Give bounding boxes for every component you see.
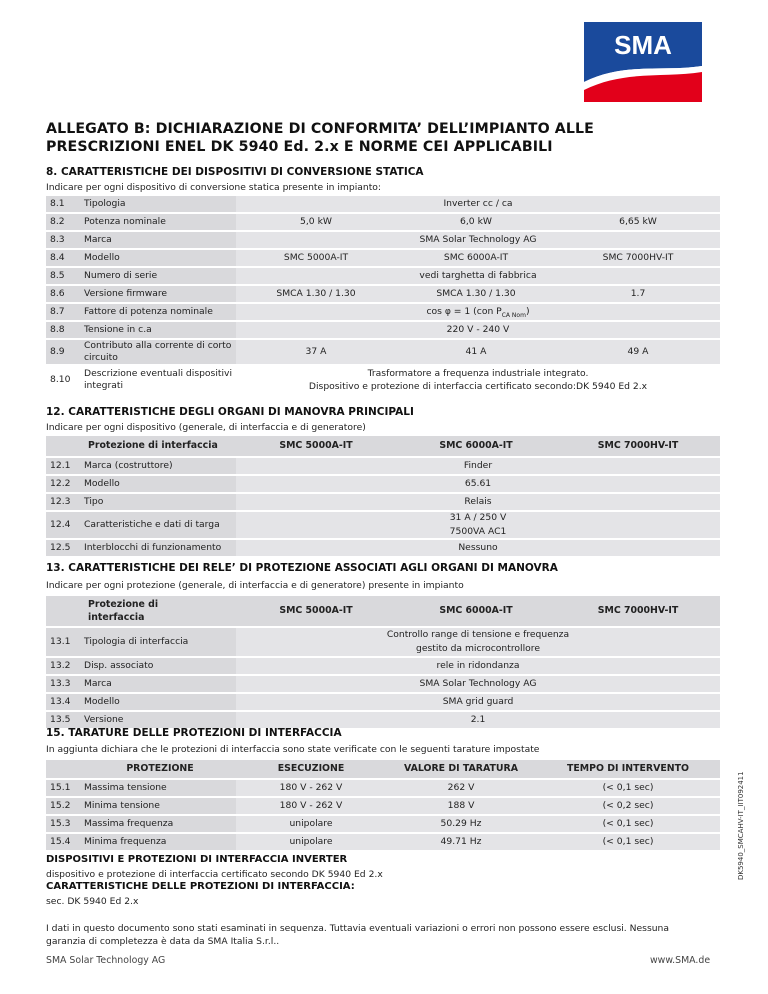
- row-number: 8.6: [50, 288, 65, 299]
- row-value-line2: 7500VA AC1: [449, 526, 507, 537]
- row-label: Minima frequenza: [84, 836, 167, 847]
- row-label-bg: [46, 232, 236, 248]
- row-label: Tipo: [84, 496, 104, 507]
- row-label: Modello: [84, 252, 120, 263]
- row-number: 12.4: [50, 519, 71, 530]
- header-model-1: SMC 5000A-IT: [279, 605, 353, 616]
- section-8-intro: Indicare per ogni dispositivo di conversione statica presente in impianto:: [46, 182, 382, 193]
- row-label-bg: [46, 494, 236, 510]
- row-value-3: 6,65 kW: [619, 216, 657, 227]
- row-value-3: (< 0,2 sec): [602, 800, 654, 811]
- section-15-intro: In aggiunta dichiara che le protezioni di interfaccia sono state verificate con le seguenti tarature impostate: [46, 744, 540, 755]
- footer-website: www.SMA.de: [650, 955, 711, 966]
- s12-row: [46, 476, 720, 492]
- row-value: 65.61: [464, 478, 492, 489]
- subscript: CA Nom: [501, 311, 526, 319]
- row-label: Modello: [84, 478, 120, 489]
- s12-row: [46, 512, 720, 538]
- header-col-4: TEMPO DI INTERVENTO: [567, 763, 689, 774]
- header-col-1: PROTEZIONE: [126, 763, 194, 774]
- row-value: SMA Solar Technology AG: [419, 678, 537, 689]
- document-code: DK5940_SMCAHV-IT_IIT092411: [737, 771, 745, 880]
- row-number: 8.4: [50, 252, 65, 263]
- row-value-1: unipolare: [289, 836, 333, 847]
- row-value-3: 1.7: [630, 288, 646, 299]
- row-value: Finder: [463, 460, 493, 471]
- row-value-2: 6,0 kW: [460, 216, 492, 227]
- row-label: Versione: [84, 714, 124, 725]
- row-label: Massima tensione: [84, 782, 167, 793]
- header-label: Protezione di: [88, 599, 159, 610]
- s8-row: [46, 366, 720, 394]
- header-col-2: ESECUZIONE: [277, 763, 345, 774]
- s15-row: [46, 780, 720, 796]
- row-label: Descrizione eventuali dispositivi integrati: [84, 368, 233, 391]
- table-section-15: [46, 760, 720, 850]
- section-12-intro: Indicare per ogni dispositivo (generale, di interfaccia e di generatore): [46, 422, 366, 433]
- header-label: Protezione di interfaccia: [88, 440, 218, 451]
- row-label: Disp. associato: [84, 660, 154, 671]
- header-label-2: interfaccia: [88, 612, 145, 623]
- row-value: rele in ridondanza: [436, 660, 520, 671]
- row-number: 12.2: [50, 478, 71, 489]
- inverter-heading: DISPOSITIVI E PROTEZIONI DI INTERFACCIA INVERTER: [46, 854, 348, 865]
- row-value-3: 49 A: [627, 346, 649, 357]
- row-number: 8.10: [50, 374, 71, 385]
- s13-row: [46, 694, 720, 710]
- inverter-line2: sec. DK 5940 Ed 2.x: [46, 896, 139, 907]
- row-value: 2.1: [470, 714, 486, 725]
- section-12-heading: 12. CARATTERISTICHE DEGLI ORGANI DI MANOVRA PRINCIPALI: [46, 406, 414, 418]
- row-value-1: 180 V - 262 V: [279, 782, 343, 793]
- row-label: Contributo alla corrente di corto circuito: [84, 340, 232, 363]
- row-number: 13.5: [50, 714, 71, 725]
- row-value-2: 262 V: [447, 782, 475, 793]
- table-section-13: [46, 596, 720, 728]
- row-value-2: 50.29 Hz: [440, 818, 482, 829]
- section-8-heading: 8. CARATTERISTICHE DEI DISPOSITIVI DI CONVERSIONE STATICA: [46, 166, 424, 178]
- s8-row: [46, 196, 720, 212]
- row-label-bg: [46, 196, 236, 212]
- row-label-bg: [46, 476, 236, 492]
- s13-row: [46, 658, 720, 674]
- row-number: 8.9: [50, 346, 65, 357]
- row-value: Controllo range di tensione e frequenza: [386, 629, 570, 640]
- row-number: 15.2: [50, 800, 71, 811]
- row-value-3: SMC 7000HV-IT: [602, 252, 674, 263]
- s8-row: [46, 214, 720, 230]
- s8-row: [46, 232, 720, 248]
- row-label: Marca: [84, 678, 112, 689]
- row-value-1: SMCA 1.30 / 1.30: [276, 288, 356, 299]
- row-value-1: 180 V - 262 V: [279, 800, 343, 811]
- row-value-1: 37 A: [305, 346, 327, 357]
- s12-row: [46, 494, 720, 510]
- s15-row: [46, 816, 720, 832]
- row-value: 31 A / 250 V: [449, 512, 507, 523]
- row-label-bg: [46, 250, 236, 266]
- row-label: Massima frequenza: [84, 818, 174, 829]
- page-title: ALLEGATO B: DICHIARAZIONE DI CONFORMITA’ DELL’IMPIANTO ALLE PRESCRIZIONI ENEL DK 5940 Ed. 2.x E NORME CEI APPLICABILI: [46, 121, 594, 155]
- row-number: 8.5: [50, 270, 65, 281]
- header-model-1: SMC 5000A-IT: [279, 440, 353, 451]
- row-value-1: unipolare: [289, 818, 333, 829]
- row-label: Interblocchi di funzionamento: [84, 542, 222, 553]
- header-model-3: SMC 7000HV-IT: [597, 440, 679, 451]
- section-15-heading: 15. TARATURE DELLE PROTEZIONI DI INTERFACCIA: [46, 727, 342, 739]
- s12-row: [46, 540, 720, 556]
- row-number: 12.5: [50, 542, 71, 553]
- inverter-heading2: CARATTERISTICHE DELLE PROTEZIONI DI INTERFACCIA:: [46, 881, 355, 892]
- s8-row: [46, 286, 720, 302]
- row-label-bg: [46, 676, 236, 692]
- row-label: Marca (costruttore): [84, 460, 173, 471]
- row-number: 13.4: [50, 696, 71, 707]
- row-number: 15.4: [50, 836, 71, 847]
- row-value-3: (< 0,1 sec): [602, 836, 654, 847]
- row-label: Caratteristiche e dati di targa: [84, 519, 220, 530]
- row-value: Inverter cc / ca: [443, 198, 513, 209]
- s13-row: [46, 676, 720, 692]
- row-label: Modello: [84, 696, 120, 707]
- row-number: 15.1: [50, 782, 71, 793]
- row-value: Nessuno: [458, 542, 498, 553]
- row-value-2: 188 V: [447, 800, 475, 811]
- s15-row: [46, 798, 720, 814]
- row-number: 8.2: [50, 216, 65, 227]
- s8-row: [46, 304, 720, 320]
- row-value: SMA grid guard: [442, 696, 514, 707]
- row-number: 13.3: [50, 678, 71, 689]
- s13-row: [46, 712, 720, 728]
- row-label: Tensione in c.a: [84, 324, 152, 335]
- header-model-2: SMC 6000A-IT: [439, 605, 513, 616]
- row-value: vedi targhetta di fabbrica: [419, 270, 537, 281]
- inverter-line1: dispositivo e protezione di interfaccia certificato secondo DK 5940 Ed 2.x: [46, 869, 383, 880]
- row-value-1: SMC 5000A-IT: [283, 252, 349, 263]
- header-model-3: SMC 7000HV-IT: [597, 605, 679, 616]
- row-value-2: SMC 6000A-IT: [443, 252, 509, 263]
- s8-row: [46, 268, 720, 284]
- row-value-1: 5,0 kW: [300, 216, 332, 227]
- section-13-intro: Indicare per ogni protezione (generale, di interfaccia e di generatore) presente in impianto: [46, 580, 464, 591]
- row-number: 12.3: [50, 496, 71, 507]
- s15-row: [46, 834, 720, 850]
- row-label: Marca: [84, 234, 112, 245]
- row-value-2: SMCA 1.30 / 1.30: [436, 288, 516, 299]
- s13-row: [46, 628, 720, 656]
- row-value-line2: Dispositivo e protezione di interfaccia certificato secondo:DK 5940 Ed 2.x: [308, 381, 648, 392]
- row-value: Relais: [464, 496, 492, 507]
- row-label: Tipologia di interfaccia: [84, 636, 189, 647]
- row-value-2: 41 A: [465, 346, 487, 357]
- row-value-3: (< 0,1 sec): [602, 818, 654, 829]
- row-value: cos φ = 1 (con $P_{CA Nom}$): [426, 306, 530, 319]
- row-number: 15.3: [50, 818, 71, 829]
- s8-row: [46, 322, 720, 338]
- row-value-3: (< 0,1 sec): [602, 782, 654, 793]
- row-number: 8.3: [50, 234, 65, 245]
- row-value: Trasformatore a frequenza industriale integrato.: [367, 368, 589, 379]
- row-label-bg: [46, 694, 236, 710]
- row-label: Numero di serie: [84, 270, 158, 281]
- logo-text: SMA: [614, 30, 672, 60]
- row-number: 12.1: [50, 460, 71, 471]
- row-value: SMA Solar Technology AG: [419, 234, 537, 245]
- table-section-12: [46, 436, 720, 560]
- row-label: Versione firmware: [84, 288, 168, 299]
- header-col-3: VALORE DI TARATURA: [403, 763, 519, 774]
- row-label-bg: [46, 712, 236, 728]
- footer-company: SMA Solar Technology AG: [46, 955, 166, 966]
- row-number: 8.8: [50, 324, 65, 335]
- row-label: Fattore di potenza nominale: [84, 306, 213, 317]
- s8-row: [46, 250, 720, 266]
- header-model-2: SMC 6000A-IT: [439, 440, 513, 451]
- row-number: 8.1: [50, 198, 65, 209]
- s12-row: [46, 458, 720, 474]
- row-label: Minima tensione: [84, 800, 160, 811]
- row-value: 220 V - 240 V: [446, 324, 510, 335]
- s8-row: [46, 340, 720, 364]
- row-number: 13.1: [50, 636, 71, 647]
- table-section-8: [46, 196, 720, 392]
- row-label: Tipologia: [84, 198, 126, 209]
- section-13-heading: 13. CARATTERISTICHE DEI RELE’ DI PROTEZIONE ASSOCIATI AGLI ORGANI DI MANOVRA: [46, 562, 558, 574]
- row-value-line2: gestito da microcontrollore: [416, 643, 540, 654]
- disclaimer: I dati in questo documento sono stati esaminati in sequenza. Tuttavia eventuali variazioni o errori non possono essere esclusi. Nessuna garanzia di completezza è data da SMA Italia S.r.l..: [46, 923, 670, 947]
- row-number: 13.2: [50, 660, 71, 671]
- row-label: Potenza nominale: [84, 216, 166, 227]
- row-value-2: 49.71 Hz: [440, 836, 482, 847]
- row-number: 8.7: [50, 306, 65, 317]
- sma-logo: [584, 22, 702, 102]
